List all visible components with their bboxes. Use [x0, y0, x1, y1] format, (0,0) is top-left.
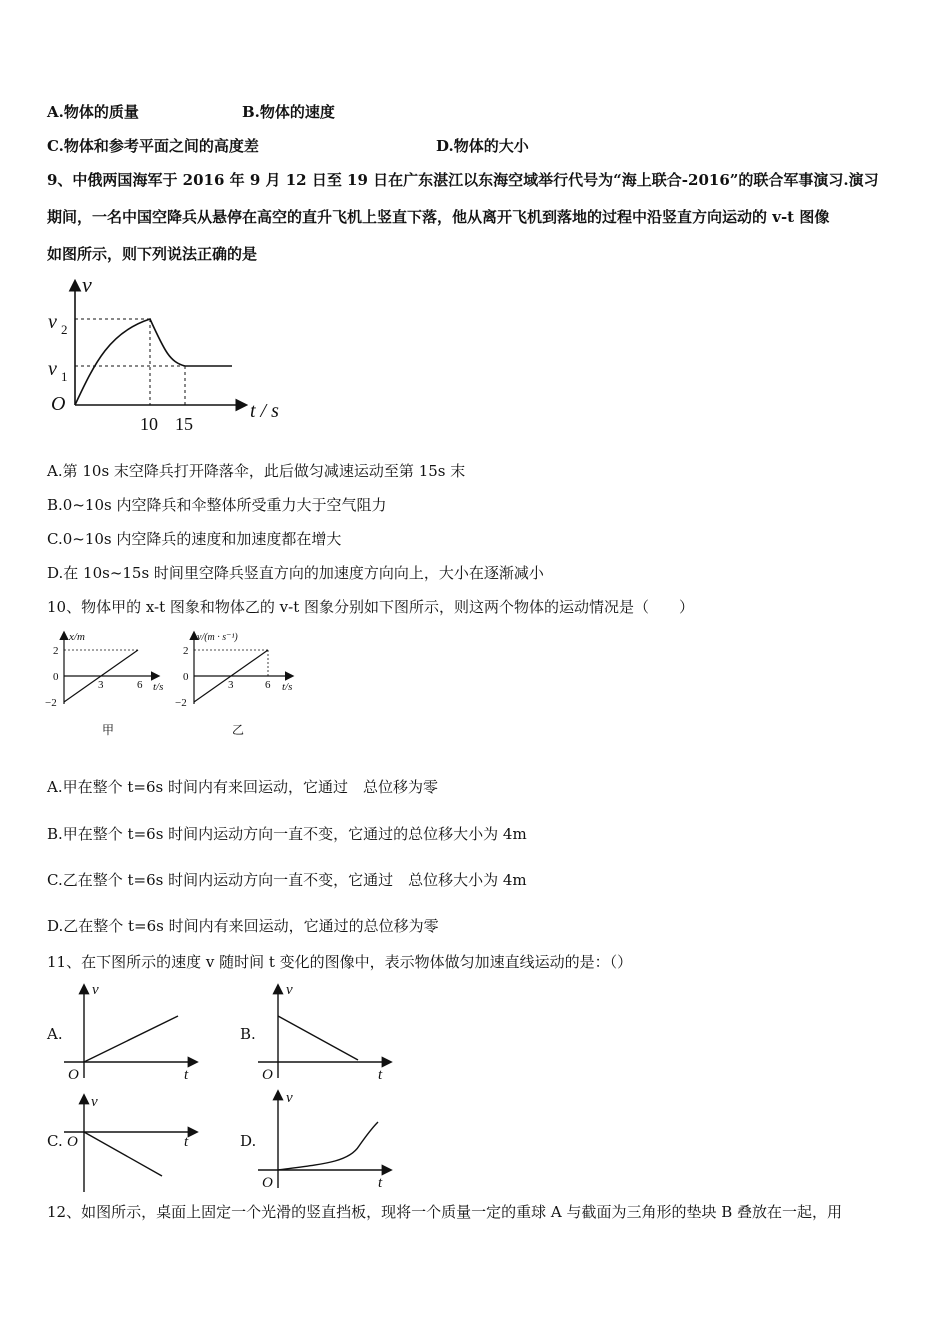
q9-tick-10: 10: [140, 414, 158, 434]
q9-stem-line2: 期间，一名中国空降兵从悬停在高空的直升飞机上竖直下落，他从离开飞机到落地的过程中沿竖直方向运动的 v-t 图像: [47, 208, 830, 226]
q10-yi-caption: 乙: [232, 723, 245, 737]
q10-jia-xlabel: t/s: [153, 681, 164, 693]
q11-a-v: v: [92, 982, 99, 998]
q8-option-c: C.物体和参考平面之间的高度差: [47, 137, 259, 155]
q9-option-a: A.第 10s 末空降兵打开降落伞，此后做匀减速运动至第 15s 末: [47, 462, 466, 480]
q9-v2-subscript: 2: [61, 322, 68, 337]
q9-option-b: B.0~10s 内空降兵和伞整体所受重力大于空气阻力: [47, 496, 387, 514]
q11-stem: 11、在下图所示的速度 v 随时间 t 变化的图像中，表示物体做匀加速直线运动的是：（）: [47, 953, 633, 971]
q9-velocity-curve: [75, 319, 232, 405]
q8-option-d: D.物体的大小: [436, 137, 529, 155]
q9-option-d: D.在 10s~15s 时间里空降兵竖直方向的加速度方向向上，大小在逐渐减小: [47, 564, 544, 582]
q10-yi-y2: 2: [183, 645, 189, 657]
q10-jia-y2: 2: [53, 645, 59, 657]
q11-label-d: D.: [240, 1132, 257, 1150]
q10-yi-yneg2: −2: [175, 697, 187, 709]
q9-t-axis-label: t / s: [250, 400, 279, 422]
q10-jia-y0: 0: [53, 671, 59, 683]
q9-v1-label: v: [48, 358, 57, 380]
q11-d-t: t: [378, 1175, 383, 1191]
q9-tick-15: 15: [175, 414, 193, 434]
q9-option-c: C.0~10s 内空降兵的速度和加速度都在增大: [47, 530, 342, 548]
q10-stem: 10、物体甲的 x-t 图象和物体乙的 v-t 图象分别如下图所示，则这两个物体的运动情况是（ ）: [47, 598, 695, 616]
q10-graph-jia: [40, 628, 170, 740]
q10-option-c: C.乙在整个 t=6s 时间内运动方向一直不变，它通过 总位移大小为 4m: [47, 871, 527, 889]
q10-yi-y0: 0: [183, 671, 189, 683]
q10-yi-x3: 3: [228, 679, 234, 691]
q11-graph-b: [254, 978, 399, 1084]
q11-b-o: O: [262, 1067, 273, 1083]
q11-graph-c: [60, 1090, 205, 1195]
q10-option-a: A.甲在整个 t=6s 时间内有来回运动，它通过 总位移为零: [47, 778, 438, 796]
q10-jia-x6: 6: [137, 679, 143, 691]
q11-a-line: [84, 1016, 178, 1062]
q11-b-line: [278, 1016, 358, 1060]
q11-d-v: v: [286, 1090, 293, 1106]
q9-vt-graph: [40, 272, 290, 440]
q9-v-axis-label: v: [82, 272, 92, 297]
q11-d-o: O: [262, 1175, 273, 1191]
q11-c-o: O: [67, 1134, 78, 1150]
q12-stem-line1: 12、如图所示，桌面上固定一个光滑的竖直挡板，现将一个质量一定的重球 A 与截面为三角形的垫块 B 叠放在一起，用: [47, 1203, 843, 1221]
q10-jia-caption: 甲: [102, 723, 115, 737]
q11-label-c: C.: [47, 1132, 63, 1150]
q11-a-t: t: [184, 1067, 189, 1083]
q9-stem-line3: 如图所示，则下列说法正确的是: [47, 245, 258, 263]
q11-b-v: v: [286, 982, 293, 998]
q10-jia-x3: 3: [98, 679, 104, 691]
q9-v2-label: v: [48, 311, 57, 333]
q10-option-b: B.甲在整个 t=6s 时间内运动方向一直不变，它通过的总位移大小为 4m: [47, 825, 527, 843]
q11-graph-a: [60, 978, 205, 1084]
q10-jia-yneg2: −2: [45, 697, 57, 709]
q11-b-t: t: [378, 1067, 383, 1083]
q11-d-curve: [278, 1122, 378, 1170]
q11-c-line: [84, 1132, 162, 1176]
q11-c-t: t: [184, 1134, 189, 1150]
q10-yi-x6: 6: [265, 679, 271, 691]
q10-option-d: D.乙在整个 t=6s 时间内有来回运动，它通过的总位移为零: [47, 917, 439, 935]
q11-a-o: O: [68, 1067, 79, 1083]
q11-label-b: B.: [240, 1025, 256, 1043]
q10-jia-ylabel: x/m: [69, 631, 85, 643]
q10-graph-yi: [172, 628, 307, 740]
q9-stem-line1: 9、中俄两国海军于 2016 年 9 月 12 日至 19 日在广东湛江以东海空域举行代号为“海上联合-2016”的联合军事演习.演习: [47, 171, 879, 189]
q10-yi-ylabel: v/(m · s⁻¹): [197, 632, 238, 643]
q11-graph-d: [254, 1086, 399, 1194]
q8-option-b: B.物体的速度: [242, 103, 335, 121]
q9-origin-label: O: [51, 393, 66, 415]
q11-c-v: v: [91, 1094, 98, 1110]
q9-v1-subscript: 1: [61, 369, 68, 384]
q11-label-a: A.: [47, 1025, 63, 1043]
q8-option-a: A.物体的质量: [47, 103, 139, 121]
q10-yi-xlabel: t/s: [282, 681, 293, 693]
